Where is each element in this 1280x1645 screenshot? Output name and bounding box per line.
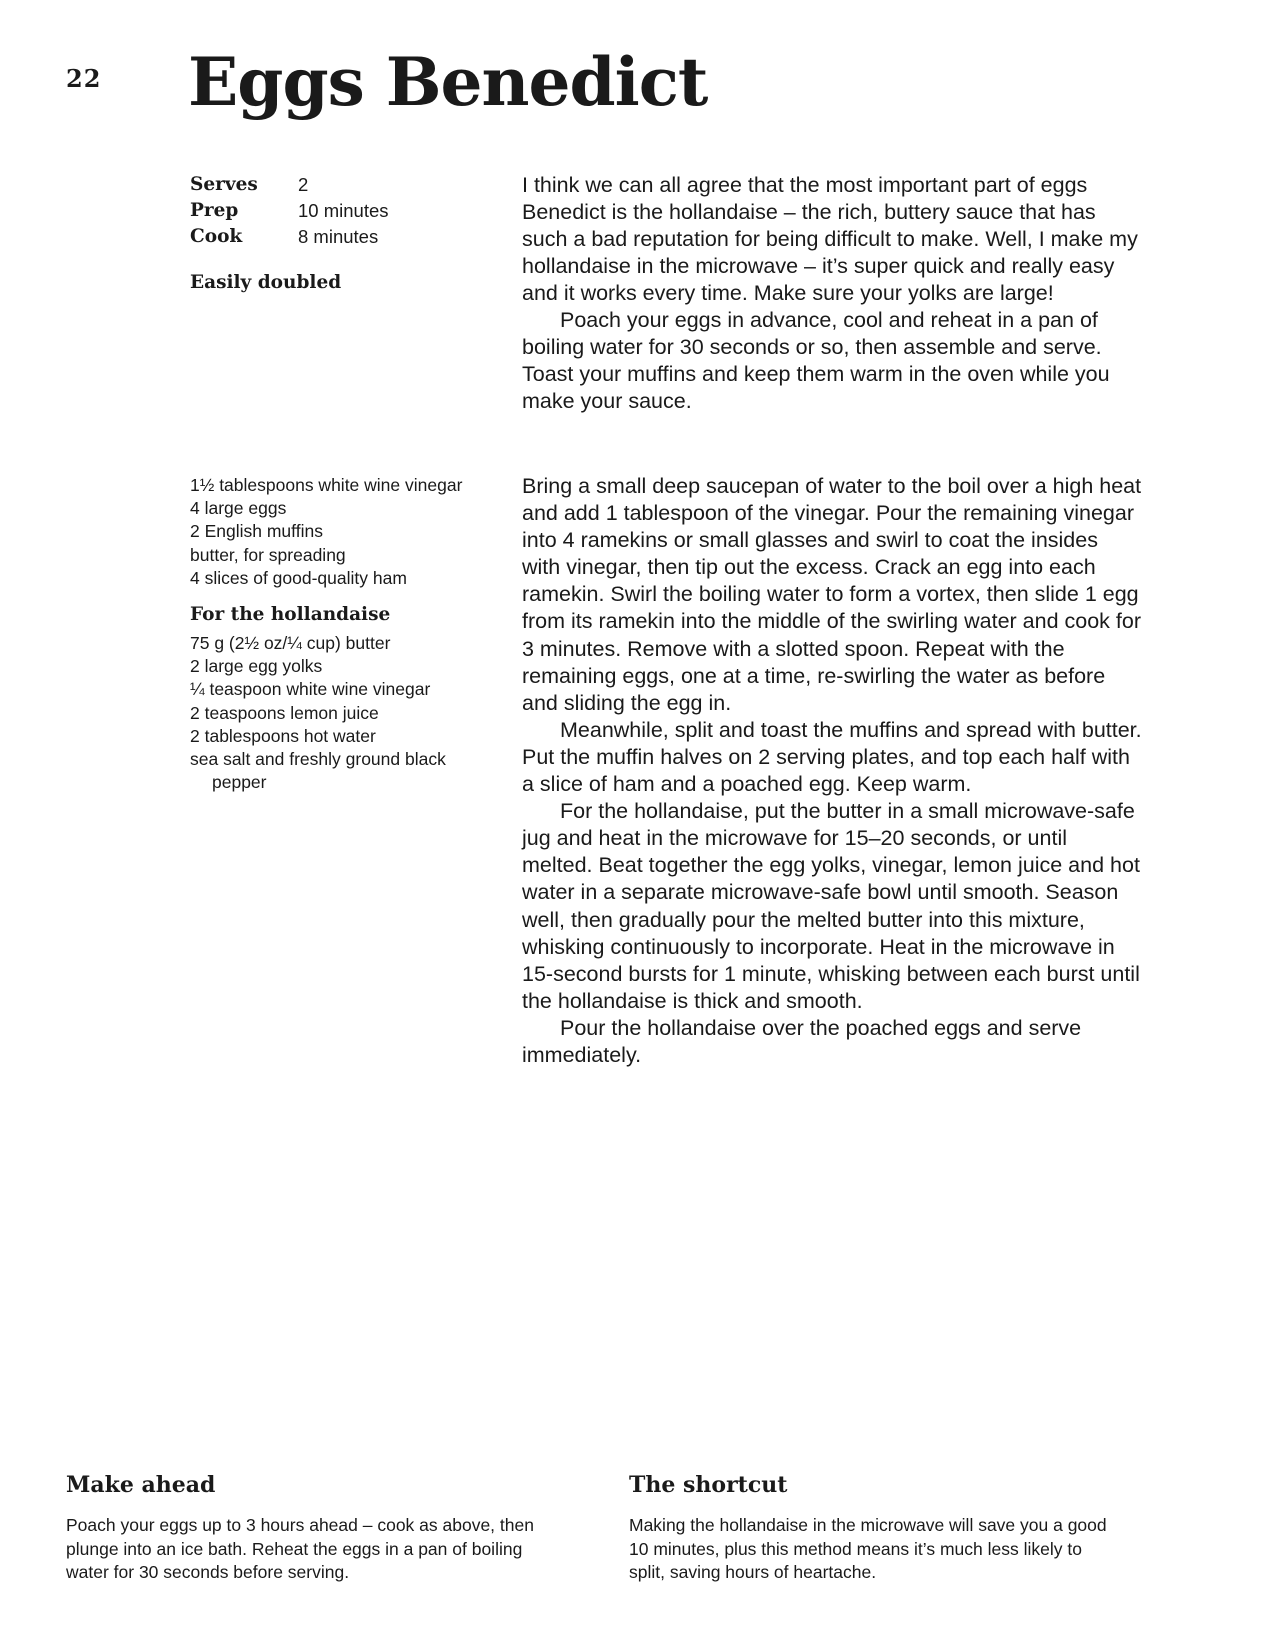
recipe-title: Eggs Benedict [188, 43, 708, 121]
page-number: 22 [66, 64, 102, 93]
ingredient-item: 2 teaspoons lemon juice [190, 702, 379, 723]
ingredient-item: ¼ teaspoon white wine vinegar [190, 679, 431, 700]
meta-value: 8 minutes [298, 226, 379, 247]
meta-row-serves [190, 172, 490, 198]
shortcut-text: Making the hollandaise in the microwave will save you a good 10 minutes, plus this method means it’s much less likely to split, saving hours of heartache. [629, 1515, 1107, 1582]
hollandaise-ingredients [190, 632, 490, 794]
ingredient-item: 2 large egg yolks [190, 656, 323, 677]
method-paragraph: Bring a small deep saucepan of water to the boil over a high heat and add 1 tablespoon of the vinegar. Pour the remaining vinegar into 4 ramekins or small glasses and swirl to coat the insides with vinegar, then tip out the excess. Crack an egg into each ramekin. Swirl the boiling water to form a vortex, then slide 1 egg from its ramekin into the middle of the swirling water and cook for 3 minutes. Remove with a slotted spoon. Repeat with the remaining eggs, one at a time, re-swirling the water as before and sliding the egg in. [522, 474, 1142, 715]
meta-row-prep [190, 198, 490, 224]
ingredient-item: 75 g (2½ oz/¼ cup) butter [190, 633, 391, 654]
ingredient-item: 2 tablespoons hot water [190, 725, 376, 746]
ingredient-item: sea salt and freshly ground black pepper [190, 749, 446, 793]
intro-paragraph: I think we can all agree that the most important part of eggs Benedict is the hollandaise – the rich, buttery sauce that has such a bad reputation for being difficult to make. Well, I make my hollandaise in the microwave – it’s super quick and really easy and it works every time. Make sure your yolks are large! [522, 173, 1138, 305]
recipe-meta [190, 172, 490, 296]
ingredient-item: butter, for spreading [190, 544, 346, 565]
recipe-intro [522, 172, 1142, 415]
ingredients-list [190, 474, 490, 794]
method-paragraph: Meanwhile, split and toast the muffins and spread with butter. Put the muffin halves on 2 serving plates, and top each half with a slice of ham and a poached egg. Keep warm. [522, 717, 1142, 797]
shortcut-title: The shortcut [629, 1472, 788, 1498]
shortcut-note [629, 1470, 1149, 1585]
easily-doubled-note: Easily doubled [190, 272, 342, 293]
meta-label: Prep [190, 200, 239, 221]
make-ahead-title: Make ahead [66, 1472, 216, 1498]
meta-row-cook [190, 224, 490, 250]
main-ingredients [190, 474, 490, 590]
meta-label: Cook [190, 226, 243, 247]
meta-label: Serves [190, 174, 258, 195]
method-paragraph: For the hollandaise, put the butter in a small microwave-safe jug and heat in the microwave for 15–20 seconds, or until melted. Beat together the egg yolks, vinegar, lemon juice and hot water in a separate microwave-safe bowl until smooth. Season well, then gradually pour the melted butter into this mixture, whisking continuously to incorporate. Heat in the microwave in 15-second bursts for 1 minute, whisking between each burst until the hollandaise is thick and smooth. [522, 799, 1140, 1013]
ingredient-item: 2 English muffins [190, 521, 323, 542]
method-paragraph: Pour the hollandaise over the poached eggs and serve immediately. [522, 1015, 1082, 1067]
make-ahead-text: Poach your eggs up to 3 hours ahead – cook as above, then plunge into an ice bath. Reheat the eggs in a pan of boiling water for 30 seconds before serving. [66, 1515, 534, 1582]
intro-paragraph: Poach your eggs in advance, cool and reheat in a pan of boiling water for 30 seconds or so, then assemble and serve. Toast your muffins and keep them warm in the oven while you make your sauce. [522, 308, 1110, 413]
meta-value: 2 [298, 174, 309, 195]
recipe-method [522, 473, 1142, 1069]
ingredient-item: 1½ tablespoons white wine vinegar [190, 475, 463, 495]
ingredient-item: 4 large eggs [190, 498, 287, 519]
make-ahead-note [66, 1470, 586, 1585]
meta-value: 10 minutes [298, 200, 389, 221]
hollandaise-heading: For the hollandaise [190, 604, 391, 626]
ingredient-item: 4 slices of good-quality ham [190, 567, 407, 588]
